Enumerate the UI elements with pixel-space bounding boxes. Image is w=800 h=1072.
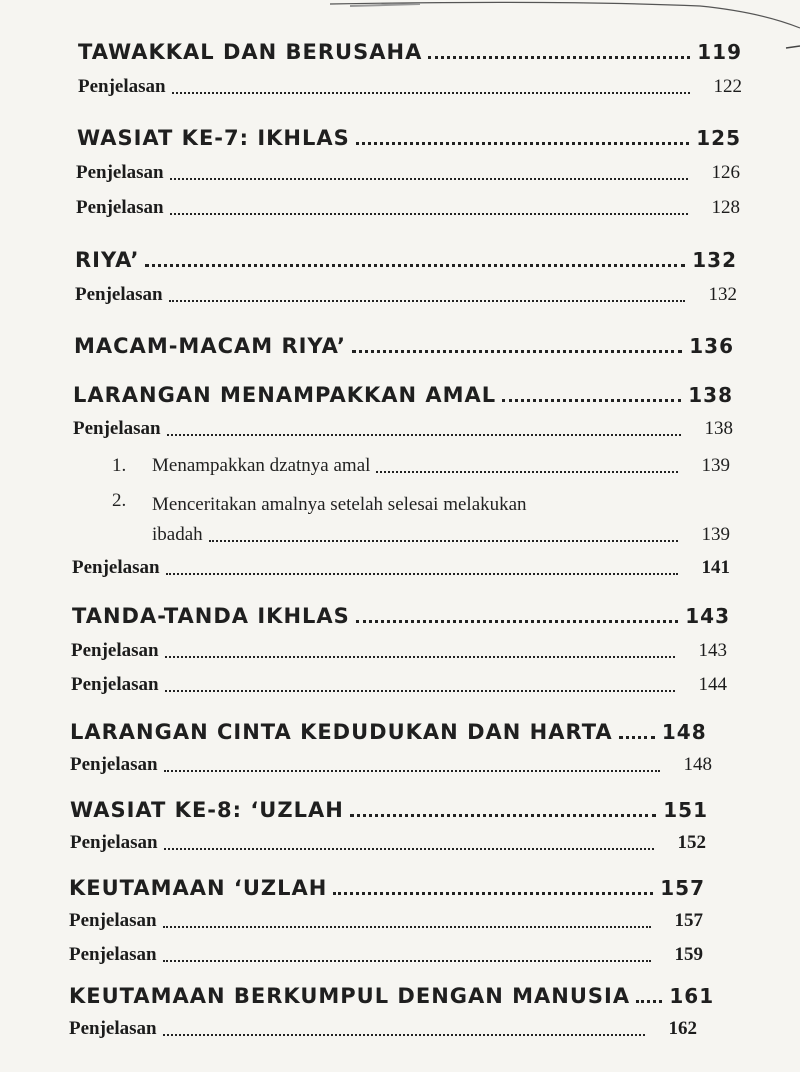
toc-page-number: 144 bbox=[698, 674, 727, 695]
toc-title: MACAM-MACAM RIYA’ bbox=[74, 334, 346, 358]
toc-page-number: 138 bbox=[688, 383, 733, 407]
dot-leader bbox=[356, 620, 678, 623]
toc-title-continued: ibadah bbox=[152, 524, 203, 545]
toc-list-item-2[interactable] bbox=[152, 524, 730, 546]
toc-title: Penjelasan bbox=[76, 197, 164, 218]
toc-page-number: 161 bbox=[669, 984, 715, 1008]
toc-heading-keutamaan-uzlah[interactable] bbox=[69, 876, 705, 900]
dot-leader bbox=[209, 540, 678, 542]
toc-title: LARANGAN MENAMPAKKAN AMAL bbox=[73, 383, 497, 407]
toc-subentry-penjelasan[interactable] bbox=[72, 557, 730, 579]
toc-subentry-penjelasan[interactable] bbox=[71, 674, 727, 696]
toc-subentry-penjelasan[interactable] bbox=[78, 76, 742, 98]
dot-leader bbox=[376, 471, 678, 473]
toc-page-number: 126 bbox=[711, 162, 740, 183]
dot-leader bbox=[163, 960, 651, 962]
toc-title: WASIAT KE-8: ‘UZLAH bbox=[70, 798, 344, 822]
toc-list-item-2-line1: Menceritakan amalnya setelah selesai melakukan bbox=[152, 494, 527, 515]
toc-page-number: 119 bbox=[697, 40, 742, 64]
toc-title: TAWAKKAL DAN BERUSAHA bbox=[78, 40, 423, 64]
toc-title: KEUTAMAAN BERKUMPUL DENGAN MANUSIA bbox=[69, 984, 631, 1008]
toc-title: Menampakkan dzatnya amal bbox=[152, 455, 371, 476]
dot-leader bbox=[169, 300, 685, 302]
toc-page-number: 136 bbox=[689, 334, 734, 358]
dot-leader bbox=[356, 142, 689, 145]
dot-leader bbox=[350, 814, 656, 817]
dot-leader bbox=[636, 1000, 662, 1003]
toc-title: Penjelasan bbox=[70, 832, 158, 853]
toc-subentry-penjelasan[interactable] bbox=[70, 754, 712, 776]
toc-title: WASIAT KE-7: IKHLAS bbox=[77, 126, 350, 150]
toc-page-number: 128 bbox=[711, 197, 740, 218]
toc-heading-macam-macam-riya[interactable] bbox=[74, 334, 734, 358]
toc-page-number: 122 bbox=[713, 76, 742, 97]
dot-leader bbox=[165, 690, 675, 692]
toc-page-number: 132 bbox=[708, 284, 737, 305]
toc-title: KEUTAMAAN ‘UZLAH bbox=[69, 876, 328, 900]
toc-page-number: 157 bbox=[674, 910, 703, 931]
toc-heading-keutamaan-berkumpul[interactable] bbox=[69, 984, 715, 1008]
list-number: 2. bbox=[112, 490, 127, 511]
toc-heading-wasiat-8[interactable] bbox=[70, 798, 708, 822]
toc-heading-tawakkal[interactable] bbox=[78, 40, 742, 64]
toc-heading-tanda-tanda-ikhlas[interactable] bbox=[72, 604, 730, 628]
toc-title: Penjelasan bbox=[73, 418, 161, 439]
dot-leader bbox=[172, 92, 690, 94]
dot-leader bbox=[428, 56, 690, 59]
toc-page-number: 159 bbox=[674, 944, 703, 965]
toc-title: Penjelasan bbox=[69, 944, 157, 965]
dot-leader bbox=[165, 656, 675, 658]
dot-leader bbox=[619, 736, 655, 739]
toc-title: Penjelasan bbox=[69, 1018, 157, 1039]
toc-subentry-penjelasan[interactable] bbox=[69, 944, 703, 966]
toc-subentry-penjelasan[interactable] bbox=[73, 418, 733, 440]
toc-subentry-penjelasan[interactable] bbox=[70, 832, 706, 854]
dot-leader bbox=[170, 178, 688, 180]
toc-page-number: 141 bbox=[701, 557, 730, 578]
toc-page-number: 139 bbox=[701, 524, 730, 545]
toc-subentry-penjelasan[interactable] bbox=[69, 910, 703, 932]
toc-title: Penjelasan bbox=[76, 162, 164, 183]
dot-leader bbox=[170, 213, 688, 215]
toc-page-number: 152 bbox=[677, 832, 706, 853]
toc-subentry-penjelasan[interactable] bbox=[76, 162, 740, 184]
toc-page-number: 139 bbox=[701, 455, 730, 476]
toc-title: Penjelasan bbox=[71, 640, 159, 661]
toc-page-number: 138 bbox=[704, 418, 733, 439]
toc-page-number: 143 bbox=[698, 640, 727, 661]
toc-title: Penjelasan bbox=[72, 557, 160, 578]
toc-page-number: 157 bbox=[660, 876, 705, 900]
toc-heading-riya[interactable] bbox=[75, 248, 737, 272]
toc-heading-larangan-cinta-kedudukan[interactable] bbox=[70, 720, 716, 744]
toc-heading-larangan-menampakkan-amal[interactable] bbox=[73, 383, 733, 407]
toc-page-number: 151 bbox=[663, 798, 708, 822]
toc-page-number: 148 bbox=[661, 720, 707, 744]
toc-subentry-penjelasan[interactable] bbox=[76, 197, 740, 219]
dot-leader bbox=[167, 434, 681, 436]
dot-leader bbox=[163, 926, 651, 928]
toc-title: Penjelasan bbox=[71, 674, 159, 695]
dot-leader bbox=[163, 1034, 645, 1036]
toc-subentry-penjelasan[interactable] bbox=[75, 284, 737, 306]
toc-title: Penjelasan bbox=[69, 910, 157, 931]
dot-leader bbox=[352, 350, 682, 353]
dot-leader bbox=[164, 770, 660, 772]
toc-page-number: 148 bbox=[683, 754, 712, 775]
toc-page-number: 132 bbox=[692, 248, 737, 272]
dot-leader bbox=[333, 892, 653, 895]
toc-subentry-penjelasan[interactable] bbox=[69, 1018, 697, 1040]
toc-heading-wasiat-7[interactable] bbox=[77, 126, 741, 150]
toc-title: Penjelasan bbox=[78, 76, 166, 97]
toc-title: TANDA-TANDA IKHLAS bbox=[72, 604, 350, 628]
toc-list-item-1[interactable] bbox=[152, 455, 730, 477]
toc-page-number: 125 bbox=[696, 126, 741, 150]
dot-leader bbox=[145, 264, 685, 267]
toc-title: Penjelasan bbox=[70, 754, 158, 775]
toc-title: RIYA’ bbox=[75, 248, 140, 272]
toc-title: Penjelasan bbox=[75, 284, 163, 305]
toc-page-number: 143 bbox=[685, 604, 730, 628]
dot-leader bbox=[502, 399, 681, 402]
list-number: 1. bbox=[112, 455, 127, 476]
dot-leader bbox=[166, 573, 678, 575]
toc-subentry-penjelasan[interactable] bbox=[71, 640, 727, 662]
toc-page-number: 162 bbox=[668, 1018, 697, 1039]
toc-title: LARANGAN CINTA KEDUDUKAN DAN HARTA bbox=[70, 720, 613, 744]
dot-leader bbox=[164, 848, 654, 850]
